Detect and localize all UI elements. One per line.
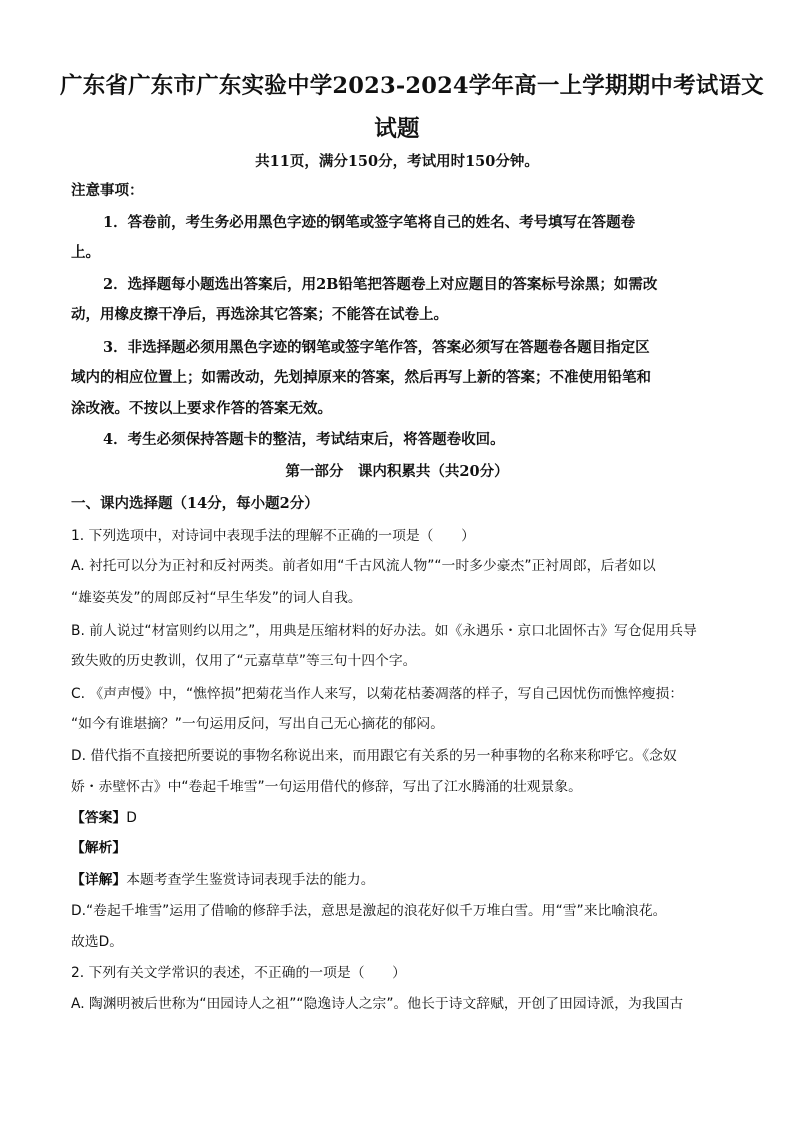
question-1-option-c-cont: “如今有谁堪摘？”一句运用反问，写出自己无心摘花的郁闷。	[71, 716, 445, 732]
notice-item-3-cont: 域内的相应位置上；如需改动，先划掉原来的答案，然后再写上新的答案；不准使用铅笔和	[71, 369, 651, 386]
detail-text: 本题考查学生鉴赏诗词表现手法的能力。	[126, 872, 375, 888]
explanation-line: D.“卷起千堆雪”运用了借喻的修辞手法，意思是激起的浪花好似千万堆白雪。用“雪”来比喻浪花。	[71, 903, 667, 919]
notice-item-1-cont: 上。	[71, 244, 100, 261]
section-title: 一、课内选择题（14分，每小题2分）	[71, 495, 319, 512]
detail-tag: 【详解】	[71, 872, 127, 888]
question-1-stem: 1. 下列选项中，对诗词中表现手法的理解不正确的一项是（ ）	[71, 528, 475, 544]
part-title: 第一部分 课内积累共（共20分）	[285, 463, 509, 480]
conclusion-line: 故选D。	[71, 934, 124, 950]
answer-tag: 【答案】	[71, 810, 127, 826]
answer-line	[71, 808, 137, 828]
page-title-continued: 试题	[374, 116, 420, 142]
notice-label: 注意事项：	[71, 182, 144, 199]
question-1-option-b: B. 前人说过“材富则约以用之”，用典是压缩材料的好办法。如《永遇乐・京口北固怀古》写仓促用兵导	[71, 623, 697, 639]
answer-value: D	[126, 810, 137, 826]
question-1-option-d-cont: 娇・赤壁怀古》中“卷起千堆雪”一句运用借代的修辞，写出了江水腾涌的壮观景象。	[71, 779, 582, 795]
analysis-line	[71, 838, 126, 858]
question-1-option-d: D. 借代指不直接把所要说的事物名称说出来，而用跟它有关系的另一种事物的名称来称呼它。《念奴	[71, 748, 677, 764]
notice-item-2: 2．选择题每小题选出答案后，用2B铅笔把答题卷上对应题目的答案标号涂黑；如需改	[103, 276, 658, 293]
analysis-tag: 【解析】	[71, 840, 127, 856]
notice-item-4: 4．考生必须保持答题卡的整洁，考试结束后，将答题卷收回。	[103, 431, 505, 448]
question-1-option-c: C. 《声声慢》中，“憔悴损”把菊花当作人来写，以菊花枯萎凋落的样子，写自己因忧伤而憔悴瘦损：	[71, 686, 684, 702]
notice-item-3-cont2: 涂改液。不按以上要求作答的答案无效。	[71, 400, 332, 417]
notice-item-2-cont: 动，用橡皮擦干净后，再选涂其它答案；不能答在试卷上。	[71, 306, 448, 323]
notice-item-3: 3．非选择题必须用黑色字迹的钢笔或签字笔作答，答案必须写在答题卷各题目指定区	[103, 339, 650, 356]
question-1-option-a: A. 衬托可以分为正衬和反衬两类。前者如用“千古风流人物”“一时多少豪杰”正衬周郎，后者如以	[71, 558, 656, 574]
page-title: 广东省广东市广东实验中学2023-2024学年高一上学期期中考试语文	[60, 73, 764, 99]
question-2-option-a: A. 陶渊明被后世称为“田园诗人之祖”“隐逸诗人之宗”。他长于诗文辞赋，开创了田园诗派，为我国古	[71, 996, 684, 1012]
detail-line	[71, 870, 375, 890]
question-2-stem: 2. 下列有关文学常识的表述，不正确的一项是（ ）	[71, 965, 406, 981]
question-1-option-b-cont: 致失败的历史教训，仅用了“元嘉草草”等三句十四个字。	[71, 653, 417, 669]
question-1-option-a-cont: “雄姿英发”的周郎反衬“早生华发”的词人自我。	[71, 590, 362, 606]
exam-info: 共11页，满分150分，考试用时150分钟。	[255, 153, 539, 170]
notice-item-1: 1．答卷前，考生务必用黑色字迹的钢笔或签字笔将自己的姓名、考号填写在答题卷	[103, 214, 636, 231]
